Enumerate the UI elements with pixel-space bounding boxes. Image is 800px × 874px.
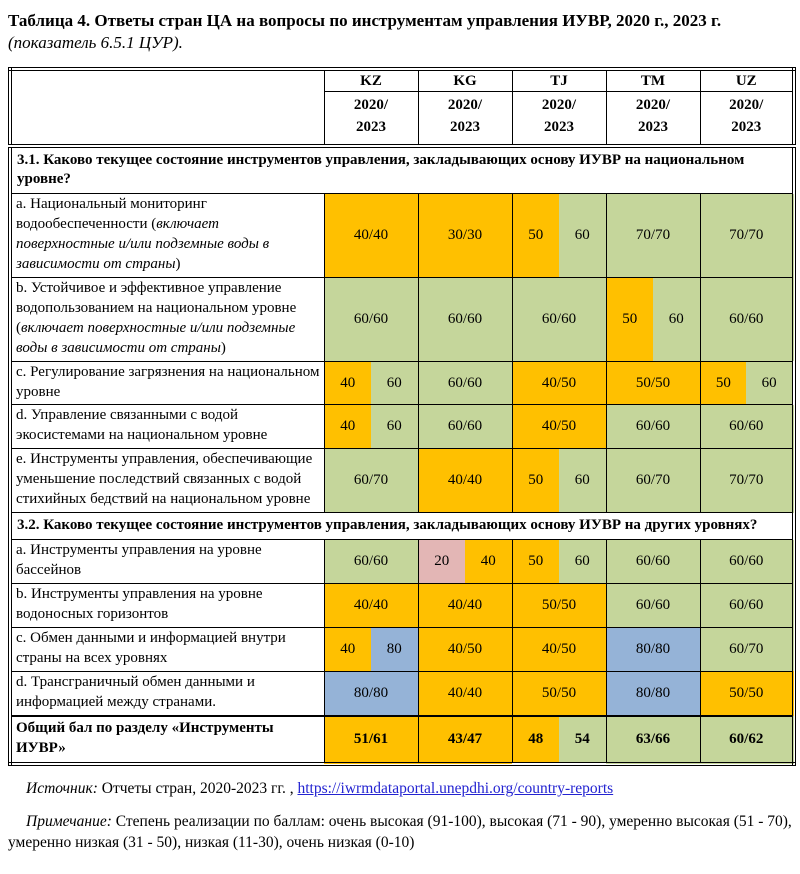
note-line bbox=[8, 811, 792, 854]
score-right bbox=[559, 717, 606, 762]
period-line2: 2023 bbox=[544, 118, 574, 135]
score-left bbox=[325, 628, 372, 671]
row-label-suffix: ) bbox=[175, 255, 181, 272]
table-row-3-1-c bbox=[10, 361, 794, 405]
score-cell bbox=[606, 194, 700, 278]
score-cell bbox=[606, 671, 700, 715]
score-value: 60 bbox=[574, 553, 590, 570]
period-line2: 2023 bbox=[638, 118, 668, 135]
score-cell bbox=[606, 540, 700, 584]
column-header-kg: KG bbox=[418, 69, 512, 92]
score-left bbox=[607, 278, 654, 361]
score-value: 50/50 bbox=[635, 374, 671, 391]
score-right bbox=[371, 628, 418, 671]
section-title-3-2: 3.2. Каково текущее состояние инструментов управления, закладывающих основу ИУВР на других уровнях? bbox=[10, 513, 794, 540]
score-value: 60/60 bbox=[635, 418, 671, 435]
table-row-3-2-b bbox=[10, 584, 794, 628]
score-value: 43/47 bbox=[447, 730, 483, 747]
score-value: 63/66 bbox=[635, 730, 671, 747]
period-line2: 2023 bbox=[731, 118, 762, 135]
score-value: 40 bbox=[340, 374, 356, 391]
score-value: 60 bbox=[386, 418, 402, 435]
column-header-kz: KZ bbox=[324, 69, 418, 92]
score-value: 60/60 bbox=[635, 553, 671, 570]
period-line1: 2020/ bbox=[729, 97, 764, 114]
period-line1: 2020/ bbox=[541, 97, 577, 114]
row-label-text: Общий бал по разделу «Инструменты ИУВР» bbox=[16, 719, 274, 756]
score-value: 80/80 bbox=[635, 684, 671, 701]
row-label bbox=[10, 628, 324, 672]
total-row-label bbox=[10, 716, 324, 764]
score-right bbox=[465, 540, 512, 583]
score-cell bbox=[606, 361, 700, 405]
score-value: 40/50 bbox=[541, 418, 577, 435]
score-value: 60/60 bbox=[353, 553, 389, 570]
row-label bbox=[10, 361, 324, 405]
score-value: 40 bbox=[480, 553, 496, 570]
row-label-suffix: ) bbox=[220, 339, 226, 356]
table-title-main: Таблица 4. Ответы стран ЦА на вопросы по инструментам управления ИУВР, 2020 г., 2023 г. bbox=[8, 11, 722, 30]
period-cell-tm bbox=[606, 92, 700, 146]
score-left bbox=[419, 540, 466, 583]
score-value: 60/60 bbox=[729, 597, 764, 614]
score-value: 60/60 bbox=[447, 374, 483, 391]
score-cell bbox=[324, 540, 418, 584]
score-cell-split bbox=[324, 361, 418, 405]
period-cell-tj bbox=[512, 92, 606, 146]
score-left bbox=[513, 449, 560, 512]
score-cell bbox=[606, 584, 700, 628]
period-cell-kz bbox=[324, 92, 418, 146]
score-cell bbox=[418, 716, 512, 764]
table-row-3-2-c bbox=[10, 628, 794, 672]
score-value: 60/60 bbox=[447, 310, 483, 327]
score-cell bbox=[418, 584, 512, 628]
score-value: 51/61 bbox=[353, 730, 389, 747]
score-value: 50 bbox=[715, 374, 731, 391]
score-value: 60/70 bbox=[635, 472, 671, 489]
score-value: 40/40 bbox=[353, 597, 389, 614]
score-value: 40/40 bbox=[447, 597, 483, 614]
source-link[interactable]: https://iwrmdataportal.unepdhi.org/country-reports bbox=[297, 779, 614, 797]
score-value: 50/50 bbox=[541, 684, 577, 701]
row-label-text: a. Национальный мониторинг водообеспеченности ( bbox=[16, 196, 207, 232]
table-title-note: (показатель 6.5.1 ЦУР). bbox=[8, 33, 183, 53]
score-cell-split bbox=[418, 540, 512, 584]
score-cell bbox=[418, 194, 512, 278]
score-right bbox=[371, 405, 418, 448]
row-label-text: b. Инструменты управления на уровне водоносных горизонтов bbox=[16, 586, 263, 623]
score-value: 60/60 bbox=[729, 418, 764, 435]
score-cell bbox=[418, 628, 512, 672]
source-label: Источник: bbox=[26, 779, 98, 797]
row-label bbox=[10, 449, 324, 513]
table-row-3-1-a bbox=[10, 194, 794, 278]
score-value: 50 bbox=[528, 472, 544, 489]
score-cell bbox=[418, 277, 512, 361]
row-label bbox=[10, 671, 324, 715]
score-value: 40/40 bbox=[447, 684, 483, 701]
note-text: Степень реализации по баллам: очень высокая (91-100), высокая (71 - 90), умеренно высокая (51 - 70), умеренно низкая (31 - 50), низкая (11-30), очень низкая (0-10) bbox=[8, 813, 792, 852]
score-cell bbox=[418, 405, 512, 449]
score-value: 70/70 bbox=[729, 226, 764, 243]
score-value: 20 bbox=[434, 553, 450, 570]
score-value: 50 bbox=[528, 226, 544, 243]
score-left bbox=[513, 717, 560, 762]
row-label bbox=[10, 405, 324, 449]
row-label-text: d. Трансграничный обмен данными и информацией между странами. bbox=[16, 673, 255, 710]
period-cell-uz bbox=[700, 92, 794, 146]
period-line1: 2020/ bbox=[447, 97, 483, 114]
table-row-3-1-e bbox=[10, 449, 794, 513]
column-header-tm: TM bbox=[606, 69, 700, 92]
row-label bbox=[10, 540, 324, 584]
row-label-text: b. Устойчивое и эффективное управление водопользованием на национальном уровне ( bbox=[16, 279, 297, 336]
score-value: 60/70 bbox=[353, 472, 389, 489]
score-value: 60/60 bbox=[635, 597, 671, 614]
row-label bbox=[10, 194, 324, 278]
score-cell bbox=[700, 716, 794, 764]
column-header-tj: TJ bbox=[512, 69, 606, 92]
score-cell bbox=[418, 361, 512, 405]
period-line2: 2023 bbox=[356, 118, 386, 135]
table-title bbox=[8, 10, 792, 54]
score-cell bbox=[324, 449, 418, 513]
score-cell-split bbox=[606, 277, 700, 361]
score-value: 70/70 bbox=[635, 226, 671, 243]
score-cell-split bbox=[324, 405, 418, 449]
source-line bbox=[8, 778, 792, 799]
period-line1: 2020/ bbox=[635, 97, 671, 114]
score-left bbox=[513, 540, 560, 583]
score-cell bbox=[700, 405, 794, 449]
row-label-text: c. Обмен данными и информацией внутри страны на всех уровнях bbox=[16, 630, 286, 666]
table-row-3-1-b bbox=[10, 277, 794, 361]
score-value: 40/50 bbox=[541, 374, 577, 391]
score-value: 40/50 bbox=[447, 641, 483, 657]
score-left bbox=[325, 405, 372, 448]
score-value: 60 bbox=[386, 374, 402, 391]
score-cell bbox=[606, 405, 700, 449]
score-cell-split bbox=[512, 194, 606, 278]
score-value: 60 bbox=[574, 226, 590, 243]
section-header-row-3-1 bbox=[10, 146, 794, 194]
table-row-3-2-d bbox=[10, 671, 794, 715]
period-line1: 2020/ bbox=[353, 97, 389, 114]
score-cell bbox=[512, 628, 606, 672]
table-row-3-2-a bbox=[10, 540, 794, 584]
score-value: 80/80 bbox=[635, 641, 671, 657]
score-value: 60/70 bbox=[729, 641, 764, 657]
period-line2: 2023 bbox=[450, 118, 480, 135]
score-cell-split bbox=[700, 361, 794, 405]
score-cell bbox=[606, 716, 700, 764]
score-cell-split bbox=[512, 716, 606, 764]
score-cell bbox=[700, 277, 794, 361]
score-cell bbox=[512, 584, 606, 628]
score-cell bbox=[700, 584, 794, 628]
score-right bbox=[559, 540, 606, 583]
iwrm-table bbox=[8, 67, 796, 766]
score-cell-split bbox=[512, 449, 606, 513]
score-value: 30/30 bbox=[447, 226, 483, 243]
score-cell bbox=[512, 361, 606, 405]
score-right bbox=[559, 449, 606, 512]
score-value: 60/60 bbox=[729, 310, 764, 327]
note-label: Примечание: bbox=[26, 813, 112, 831]
score-cell bbox=[512, 671, 606, 715]
table-row-3-1-d bbox=[10, 405, 794, 449]
score-cell bbox=[606, 628, 700, 672]
score-right bbox=[653, 278, 700, 361]
score-value: 70/70 bbox=[729, 472, 764, 489]
score-cell bbox=[418, 449, 512, 513]
score-value: 40 bbox=[340, 641, 356, 657]
score-value: 50 bbox=[622, 310, 638, 327]
score-value: 60/60 bbox=[353, 310, 389, 327]
score-right bbox=[371, 362, 418, 405]
score-cell bbox=[418, 671, 512, 715]
row-label-text: d. Управление связанными с водой экосистемами на национальном уровне bbox=[16, 407, 268, 444]
source-text: Отчеты стран, 2020-2023 гг. , bbox=[97, 779, 298, 797]
score-cell bbox=[700, 449, 794, 513]
score-value: 40/40 bbox=[353, 226, 389, 243]
score-value: 60/60 bbox=[447, 418, 483, 435]
row-label-text: e. Инструменты управления, обеспечивающие уменьшение последствий связанных с водой стихийных бедствий на национальном уровне bbox=[16, 451, 313, 508]
score-value: 50/50 bbox=[729, 684, 764, 701]
score-value: 60/62 bbox=[729, 730, 764, 747]
score-value: 60/60 bbox=[729, 553, 764, 570]
score-cell bbox=[512, 277, 606, 361]
score-value: 80/80 bbox=[353, 684, 389, 701]
score-value: 48 bbox=[528, 730, 544, 747]
score-cell bbox=[700, 628, 794, 672]
score-right bbox=[559, 194, 606, 277]
score-cell-split bbox=[512, 540, 606, 584]
score-cell bbox=[324, 194, 418, 278]
row-label bbox=[10, 584, 324, 628]
row-label-text: a. Инструменты управления на уровне бассейнов bbox=[16, 542, 262, 579]
score-value: 60/60 bbox=[541, 310, 577, 327]
score-cell-split bbox=[324, 628, 418, 672]
score-value: 60 bbox=[668, 310, 684, 327]
score-cell bbox=[700, 540, 794, 584]
score-cell bbox=[324, 277, 418, 361]
total-row bbox=[10, 716, 794, 764]
score-value: 60 bbox=[761, 374, 777, 391]
score-value: 54 bbox=[574, 730, 590, 747]
score-cell bbox=[700, 194, 794, 278]
row-label bbox=[10, 277, 324, 361]
score-left bbox=[513, 194, 560, 277]
score-cell bbox=[700, 671, 794, 715]
score-cell bbox=[606, 449, 700, 513]
score-value: 40/40 bbox=[447, 472, 483, 489]
score-cell bbox=[324, 671, 418, 715]
score-value: 50 bbox=[528, 553, 544, 570]
row-label-text: c. Регулирование загрязнения на национальном уровне bbox=[16, 363, 320, 400]
country-header-row bbox=[10, 69, 794, 92]
score-value: 40 bbox=[340, 418, 356, 435]
score-value: 40/50 bbox=[541, 641, 577, 657]
period-cell-kg bbox=[418, 92, 512, 146]
score-value: 60 bbox=[574, 472, 590, 489]
score-left bbox=[701, 362, 747, 405]
row-label-italic: включает поверхностные и/или подземные воды в зависимости от страны bbox=[16, 319, 296, 356]
score-value: 50/50 bbox=[541, 597, 577, 614]
section-header-row-3-2 bbox=[10, 513, 794, 540]
score-cell bbox=[324, 584, 418, 628]
corner-cell bbox=[10, 69, 324, 146]
score-cell bbox=[512, 405, 606, 449]
score-value: 80 bbox=[386, 641, 402, 657]
score-cell bbox=[324, 716, 418, 764]
column-header-uz: UZ bbox=[700, 69, 794, 92]
score-left bbox=[325, 362, 372, 405]
section-title-3-1: 3.1. Каково текущее состояние инструментов управления, закладывающих основу ИУВР на национальном уровне? bbox=[10, 146, 794, 194]
row-label-italic: включает поверхностные и/или подземные воды в зависимости от страны bbox=[16, 216, 270, 272]
score-right bbox=[746, 362, 792, 405]
